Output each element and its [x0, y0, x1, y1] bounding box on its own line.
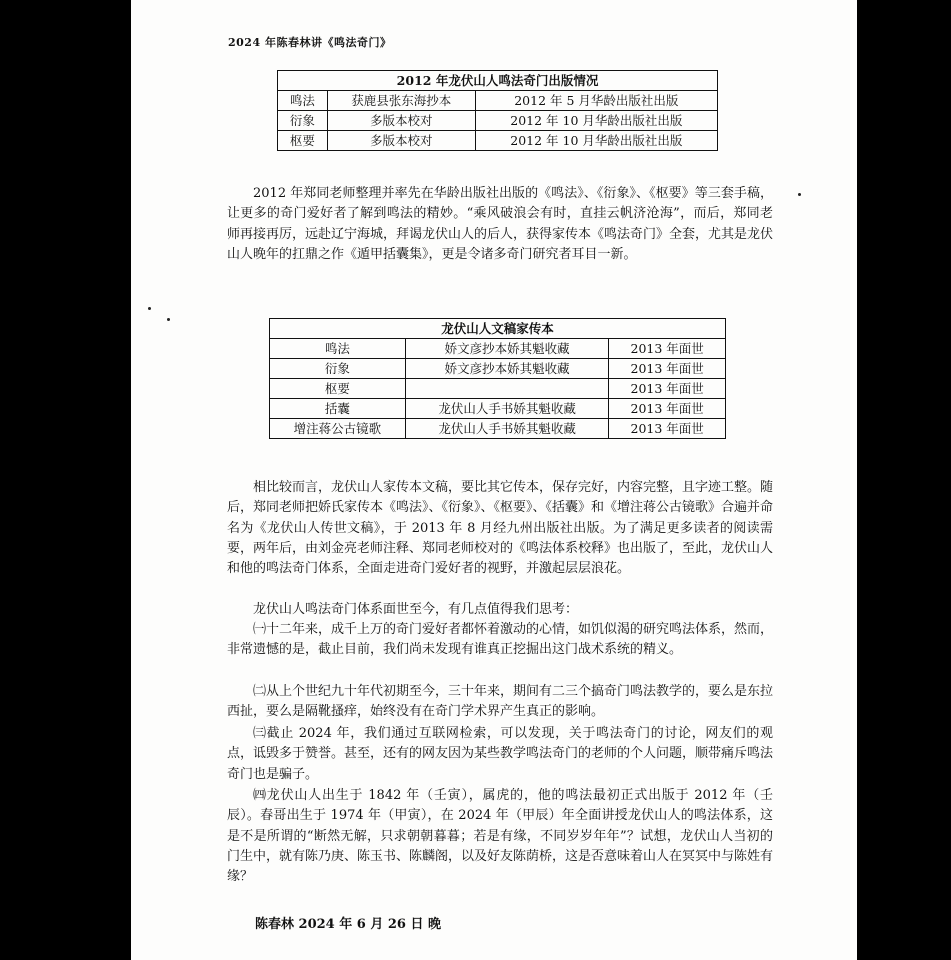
table-cell: 娇文彦抄本娇其魁收藏	[405, 359, 608, 379]
table-cell: 娇文彦抄本娇其魁收藏	[405, 339, 608, 359]
table-cell: 2013 年面世	[609, 339, 726, 359]
table-cell: 龙伏山人手书娇其魁收藏	[405, 419, 608, 439]
table-cell: 2013 年面世	[609, 419, 726, 439]
publication-table	[277, 70, 718, 151]
table-row	[270, 419, 726, 439]
table-cell: 多版本校对	[327, 131, 475, 151]
table-row	[270, 359, 726, 379]
scan-speck	[798, 193, 801, 196]
table-row	[278, 131, 718, 151]
table-cell: 2013 年面世	[609, 379, 726, 399]
paragraph: ㈠十二年来，成千上万的奇门爱好者都怀着激动的心情，如饥似渴的研究鸣法体系，然而，非常遗憾的是，截止目前，我们尚未发现有谁真正挖掘出这门战术系统的精义。	[227, 622, 774, 658]
table-row	[278, 111, 718, 131]
table-caption: 2012 年龙伏山人鸣法奇门出版情况	[278, 71, 718, 91]
table-cell: 枢要	[278, 131, 328, 151]
table-cell: 龙伏山人手书娇其魁收藏	[405, 399, 608, 419]
scan-speck	[167, 318, 170, 321]
table-row	[278, 91, 718, 111]
table-cell: 2012 年 10 月华龄出版社出版	[475, 111, 717, 131]
table-cell: 衍象	[270, 359, 406, 379]
scan-speck	[148, 307, 151, 310]
paragraph: ㈣龙伏山人出生于 1842 年（壬寅），属虎的，他的鸣法最初正式出版于 2012 年（壬辰）。春哥出生于 1974 年（甲寅），在 2024 年（甲辰）年全面讲授龙伏山人的鸣法体系，这是不是所谓的“断然无解，只求朝朝暮暮；若是有缘，不同岁岁年年”？试想，龙伏山人当初的门生中，就有陈乃庚、陈玉书、陈麟阁，以及好友陈荫桥，这是否意味着山人在冥冥中与陈姓有缘？	[227, 788, 774, 885]
table-cell: 枢要	[270, 379, 406, 399]
table-row	[270, 339, 726, 359]
table-cell: 获鹿县张东海抄本	[327, 91, 475, 111]
table-cell: 衍象	[278, 111, 328, 131]
table-cell: 鸣法	[278, 91, 328, 111]
table-row	[270, 379, 726, 399]
signature: 陈春林 2024 年 6 月 26 日 晚	[255, 917, 441, 932]
page-header: 2024 年陈春林讲《鸣法奇门》	[228, 36, 392, 49]
table-cell: 鸣法	[270, 339, 406, 359]
paragraph: 2012 年郑同老师整理并率先在华龄出版社出版的《鸣法》、《衍象》、《枢要》等三套手稿，让更多的奇门爱好者了解到鸣法的精妙。“乘风破浪会有时，直挂云帆济沧海”，而后，郑同老师再接再厉，远赴辽宁海城，拜谒龙伏山人的后人，获得家传本《鸣法奇门》全套，尤其是龙伏山人晚年的扛鼎之作《遁甲括囊集》，更是令诸多奇门研究者耳目一新。	[227, 186, 774, 262]
paragraph: ㈢截止 2024 年，我们通过互联网检索，可以发现，关于鸣法奇门的讨论，网友们的观点，诋毁多于赞誉。甚至，还有的网友因为某些教学鸣法奇门的老师的个人问题，顺带痛斥鸣法奇门也是骗子。	[227, 726, 774, 782]
table-cell	[405, 379, 608, 399]
table-cell: 2013 年面世	[609, 399, 726, 419]
family-manuscripts-table	[269, 318, 726, 439]
document-page	[131, 0, 857, 960]
table-cell: 2012 年 10 月华龄出版社出版	[475, 131, 717, 151]
paragraph: 龙伏山人鸣法奇门体系面世至今，有几点值得我们思考：	[253, 602, 579, 617]
table-cell: 多版本校对	[327, 111, 475, 131]
table-cell: 括囊	[270, 399, 406, 419]
table-caption: 龙伏山人文稿家传本	[270, 319, 726, 339]
paragraph: 相比较而言，龙伏山人家传本文稿，要比其它传本，保存完好，内容完整，且字迹工整。随后，郑同老师把娇氏家传本《鸣法》、《衍象》、《枢要》、《括囊》和《增注蒋公古镜歌》合遍并命名为《龙伏山人传世文稿》，于 2013 年 8 月经九州出版社出版。为了满足更多读者的阅读需要，两年后，由刘金亮老师注释、郑同老师校对的《鸣法体系校释》也出版了，至此，龙伏山人和他的鸣法奇门体系，全面走进奇门爱好者的视野，并激起层层浪花。	[227, 480, 774, 577]
paragraph: ㈡从上个世纪九十年代初期至今，三十年来，期间有二三个搞奇门鸣法教学的，要么是东拉西扯，要么是隔靴搔痒，始终没有在奇门学术界产生真正的影响。	[227, 684, 774, 720]
table-cell: 增注蒋公古镜歌	[270, 419, 406, 439]
table-cell: 2013 年面世	[609, 359, 726, 379]
table-row	[270, 399, 726, 419]
table-cell: 2012 年 5 月华龄出版社出版	[475, 91, 717, 111]
